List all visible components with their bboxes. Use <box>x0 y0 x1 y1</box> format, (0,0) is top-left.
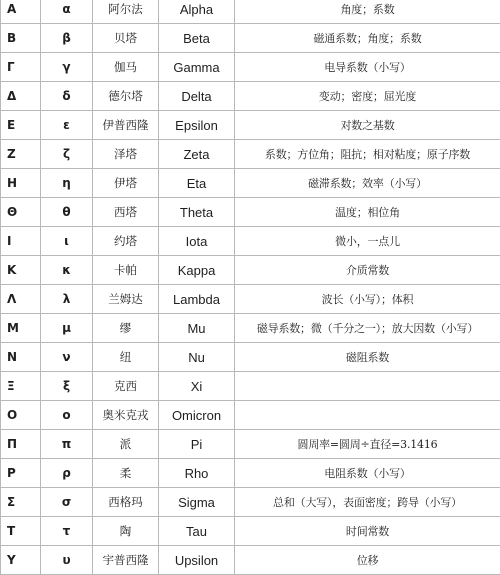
table-row <box>1 82 500 111</box>
english-name: Rho <box>159 459 235 488</box>
english-name: Delta <box>159 82 235 111</box>
chinese-name: 伊普西隆 <box>93 111 159 140</box>
english-name: Omicron <box>159 401 235 430</box>
table-row <box>1 459 500 488</box>
lowercase-letter: ν <box>41 343 93 372</box>
usage-description: 位移 <box>235 546 500 575</box>
lowercase-letter: ρ <box>41 459 93 488</box>
chinese-name: 德尔塔 <box>93 82 159 111</box>
table-row <box>1 546 500 575</box>
usage-description: 电导系数（小写） <box>235 53 500 82</box>
lowercase-letter: υ <box>41 546 93 575</box>
usage-description: 磁导系数；微（千分之一）；放大因数（小写） <box>235 314 500 343</box>
chinese-name: 纽 <box>93 343 159 372</box>
english-name: Kappa <box>159 256 235 285</box>
uppercase-letter: Γ <box>1 53 41 82</box>
lowercase-letter: τ <box>41 517 93 546</box>
table-row <box>1 430 500 459</box>
lowercase-letter: π <box>41 430 93 459</box>
uppercase-letter: Π <box>1 430 41 459</box>
english-name: Beta <box>159 24 235 53</box>
uppercase-letter: Θ <box>1 198 41 227</box>
chinese-name: 伊塔 <box>93 169 159 198</box>
english-name: Theta <box>159 198 235 227</box>
usage-description: 介质常数 <box>235 256 500 285</box>
usage-description: 变动；密度；屈光度 <box>235 82 500 111</box>
uppercase-letter: Ζ <box>1 140 41 169</box>
uppercase-letter: Ρ <box>1 459 41 488</box>
chinese-name: 宇普西隆 <box>93 546 159 575</box>
uppercase-letter: Η <box>1 169 41 198</box>
lowercase-letter: α <box>41 0 93 24</box>
uppercase-letter: Κ <box>1 256 41 285</box>
uppercase-letter: Σ <box>1 488 41 517</box>
table-row <box>1 343 500 372</box>
table-row <box>1 169 500 198</box>
usage-description: 角度；系数 <box>235 0 500 24</box>
usage-description <box>235 372 500 401</box>
usage-description <box>235 401 500 430</box>
uppercase-letter: Λ <box>1 285 41 314</box>
english-name: Epsilon <box>159 111 235 140</box>
table-row <box>1 111 500 140</box>
chinese-name: 克西 <box>93 372 159 401</box>
lowercase-letter: ξ <box>41 372 93 401</box>
chinese-name: 缪 <box>93 314 159 343</box>
lowercase-letter: σ <box>41 488 93 517</box>
english-name: Xi <box>159 372 235 401</box>
chinese-name: 西格玛 <box>93 488 159 517</box>
chinese-name: 约塔 <box>93 227 159 256</box>
uppercase-letter: Ο <box>1 401 41 430</box>
usage-description: 时间常数 <box>235 517 500 546</box>
english-name: Zeta <box>159 140 235 169</box>
english-name: Iota <box>159 227 235 256</box>
uppercase-letter: Ν <box>1 343 41 372</box>
lowercase-letter: θ <box>41 198 93 227</box>
uppercase-letter: Ε <box>1 111 41 140</box>
chinese-name: 柔 <box>93 459 159 488</box>
table-row <box>1 285 500 314</box>
usage-description: 系数；方位角；阻抗；相对粘度；原子序数 <box>235 140 500 169</box>
usage-description: 温度；相位角 <box>235 198 500 227</box>
english-name: Tau <box>159 517 235 546</box>
lowercase-letter: η <box>41 169 93 198</box>
uppercase-letter: Ι <box>1 227 41 256</box>
table-body <box>1 0 500 575</box>
table-row <box>1 198 500 227</box>
chinese-name: 泽塔 <box>93 140 159 169</box>
chinese-name: 贝塔 <box>93 24 159 53</box>
table-row <box>1 372 500 401</box>
chinese-name: 陶 <box>93 517 159 546</box>
chinese-name: 阿尔法 <box>93 0 159 24</box>
english-name: Upsilon <box>159 546 235 575</box>
table-row <box>1 53 500 82</box>
english-name: Alpha <box>159 0 235 24</box>
table-row <box>1 140 500 169</box>
english-name: Gamma <box>159 53 235 82</box>
english-name: Lambda <box>159 285 235 314</box>
usage-description: 磁滞系数；效率（小写） <box>235 169 500 198</box>
english-name: Nu <box>159 343 235 372</box>
uppercase-letter: Τ <box>1 517 41 546</box>
lowercase-letter: δ <box>41 82 93 111</box>
table-row <box>1 227 500 256</box>
table-row <box>1 256 500 285</box>
lowercase-letter: ι <box>41 227 93 256</box>
usage-description: 电阻系数（小写） <box>235 459 500 488</box>
table-row <box>1 401 500 430</box>
uppercase-letter: Μ <box>1 314 41 343</box>
usage-description: 圆周率=圆周÷直径=3.1416 <box>235 430 500 459</box>
lowercase-letter: ο <box>41 401 93 430</box>
lowercase-letter: β <box>41 24 93 53</box>
chinese-name: 卡帕 <box>93 256 159 285</box>
usage-description: 波长（小写）；体积 <box>235 285 500 314</box>
usage-description: 微小，一点儿 <box>235 227 500 256</box>
table-row <box>1 0 500 24</box>
lowercase-letter: ζ <box>41 140 93 169</box>
lowercase-letter: κ <box>41 256 93 285</box>
chinese-name: 派 <box>93 430 159 459</box>
lowercase-letter: ε <box>41 111 93 140</box>
chinese-name: 伽马 <box>93 53 159 82</box>
chinese-name: 奥米克戎 <box>93 401 159 430</box>
chinese-name: 兰姆达 <box>93 285 159 314</box>
lowercase-letter: γ <box>41 53 93 82</box>
lowercase-letter: λ <box>41 285 93 314</box>
table-row <box>1 24 500 53</box>
table-row <box>1 314 500 343</box>
uppercase-letter: Β <box>1 24 41 53</box>
chinese-name: 西塔 <box>93 198 159 227</box>
uppercase-letter: Α <box>1 0 41 24</box>
english-name: Sigma <box>159 488 235 517</box>
table-row <box>1 488 500 517</box>
uppercase-letter: Υ <box>1 546 41 575</box>
usage-description: 磁阻系数 <box>235 343 500 372</box>
english-name: Pi <box>159 430 235 459</box>
lowercase-letter: μ <box>41 314 93 343</box>
table-row <box>1 517 500 546</box>
usage-description: 总和（大写），表面密度；跨导（小写） <box>235 488 500 517</box>
uppercase-letter: Δ <box>1 82 41 111</box>
english-name: Mu <box>159 314 235 343</box>
english-name: Eta <box>159 169 235 198</box>
uppercase-letter: Ξ <box>1 372 41 401</box>
usage-description: 对数之基数 <box>235 111 500 140</box>
usage-description: 磁通系数；角度；系数 <box>235 24 500 53</box>
